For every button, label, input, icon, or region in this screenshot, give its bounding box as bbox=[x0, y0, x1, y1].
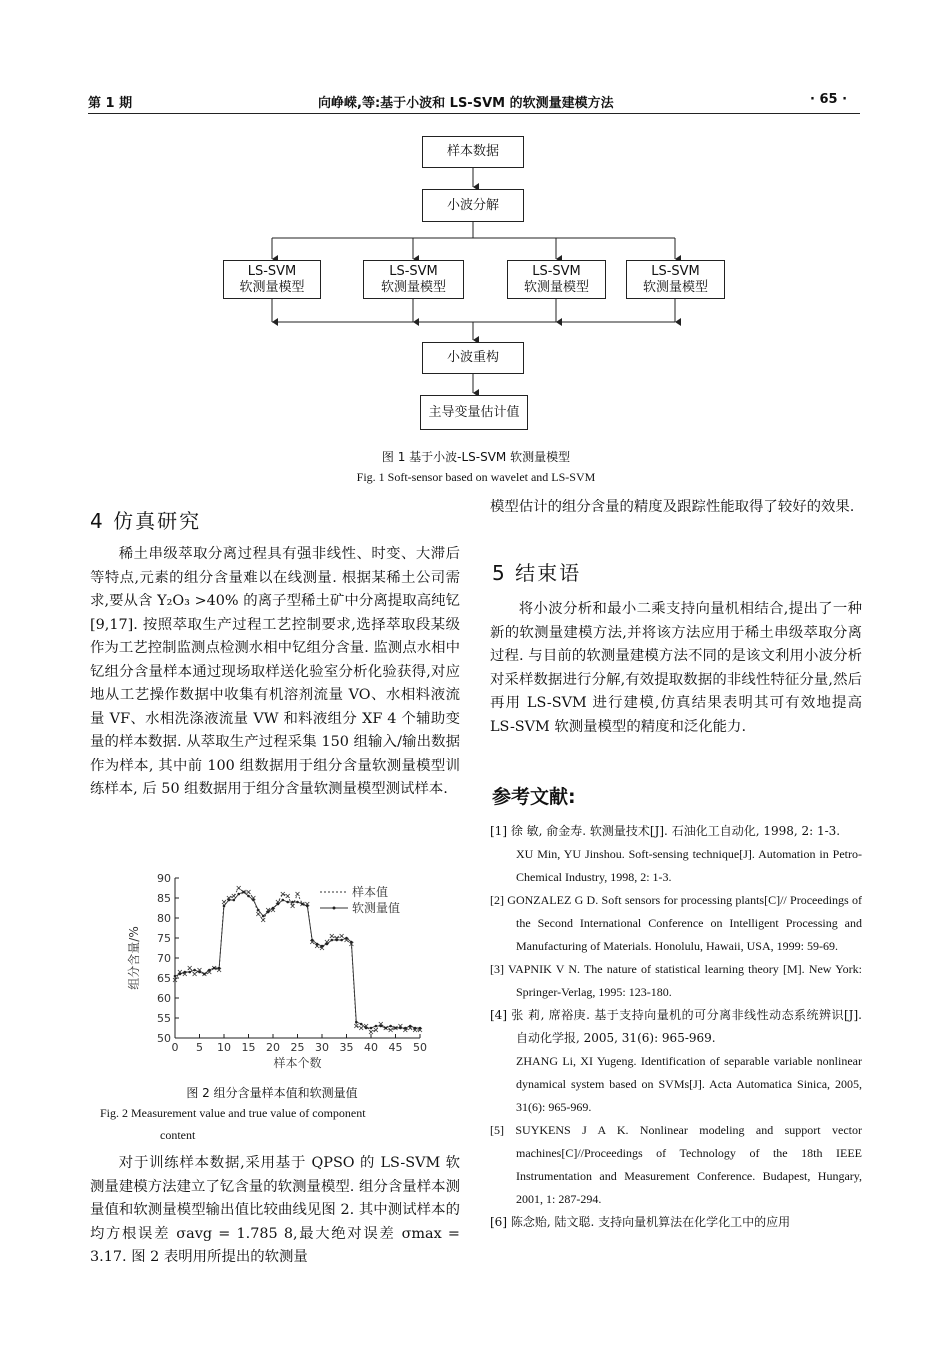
section4-paragraph-2: 对于训练样本数据,采用基于 QPSO 的 LS-SVM 软测量建模方法建立了钇含量的软测量模型. 组分含量样本测量值和软测量模型输出值比较曲线见图 2. 其中测试样本的均方根误差 σavg = 1.785 8,最大绝对误差 σmax = 3.17. 图 2 表明用所提出的软测量 bbox=[90, 1155, 460, 1265]
y-tick-label: 70 bbox=[157, 952, 171, 965]
data-point-2 bbox=[208, 969, 211, 972]
flow-box-wavelet-reconstruct-label: 小波重构 bbox=[446, 350, 499, 365]
data-point-1 bbox=[281, 892, 285, 896]
reference-item: [5] SUYKENS J A K. Nonlinear modeling and support vector machines[C]//Proceedings of Technology of the 18th IEEE Instrumentation and Measurement Conference. Budapest, Hungary, 2001, 1: 287-294. bbox=[490, 1123, 862, 1206]
data-point-2 bbox=[188, 971, 191, 974]
data-point-2 bbox=[350, 941, 353, 944]
data-point-2 bbox=[380, 1025, 383, 1028]
reference-item: [1] 徐 敏, 俞金寿. 软测量技术[J]. 石油化工自动化, 1998, 2: 1-3. bbox=[490, 824, 841, 838]
data-point-1 bbox=[286, 894, 290, 898]
flow-box-sample-data bbox=[422, 136, 524, 168]
data-point-1 bbox=[256, 912, 260, 916]
data-point-2 bbox=[252, 899, 255, 902]
model-2-line1: LS-SVM bbox=[389, 264, 438, 279]
y-tick-label: 60 bbox=[157, 992, 171, 1005]
flow-box-lssvm-model-4 bbox=[626, 260, 725, 299]
data-point-2 bbox=[277, 903, 280, 906]
data-point-1 bbox=[222, 900, 226, 904]
flow-box-lssvm-model-3 bbox=[507, 260, 606, 299]
flow-box-lssvm-model-1 bbox=[223, 260, 321, 299]
y-tick-label: 50 bbox=[157, 1032, 171, 1045]
x-axis-title: 样本个数 bbox=[273, 1056, 322, 1070]
figure2-chart bbox=[120, 868, 450, 1073]
data-point-1 bbox=[359, 1026, 363, 1030]
data-point-2 bbox=[345, 937, 348, 940]
data-point-2 bbox=[272, 907, 275, 910]
data-point-1 bbox=[330, 934, 334, 938]
section4-paragraph-3: 模型估计的组分含量的精度及跟踪性能取得了较好的效果. bbox=[490, 499, 855, 515]
header-page: · 65 · bbox=[810, 92, 848, 107]
legend-label-2: 软测量值 bbox=[352, 901, 401, 915]
data-point-2 bbox=[311, 939, 314, 942]
model-4-line2: 软测量模型 bbox=[642, 280, 708, 295]
data-point-2 bbox=[370, 1027, 373, 1030]
y-tick-label: 90 bbox=[157, 872, 171, 885]
data-point-2 bbox=[203, 973, 206, 976]
data-point-2 bbox=[365, 1027, 368, 1030]
data-point-2 bbox=[389, 1025, 392, 1028]
data-point-2 bbox=[198, 971, 201, 974]
data-point-2 bbox=[355, 1021, 358, 1024]
data-point-2 bbox=[394, 1027, 397, 1030]
flow-box-wavelet-decompose bbox=[422, 189, 524, 222]
y-tick-label: 55 bbox=[157, 1012, 171, 1025]
data-point-1 bbox=[374, 1028, 378, 1032]
flow-box-wavelet-reconstruct bbox=[422, 342, 524, 374]
data-point-2 bbox=[193, 969, 196, 972]
data-point-1 bbox=[193, 972, 197, 976]
legend-label-1: 样本值 bbox=[352, 885, 389, 899]
data-point-1 bbox=[389, 1028, 393, 1032]
data-point-1 bbox=[188, 966, 192, 970]
model-2-line2: 软测量模型 bbox=[380, 280, 446, 295]
legend-marker-2 bbox=[333, 907, 336, 910]
flow-box-estimate-output-label: 主导变量估计值 bbox=[428, 405, 520, 420]
figure2-caption-en-1: Fig. 2 Measurement value and true value of component bbox=[100, 1106, 366, 1120]
data-point-2 bbox=[340, 939, 343, 942]
data-point-2 bbox=[384, 1027, 387, 1030]
data-point-1 bbox=[369, 1030, 373, 1034]
data-point-2 bbox=[247, 895, 250, 898]
data-point-2 bbox=[409, 1025, 412, 1028]
model-4-line1: LS-SVM bbox=[651, 264, 700, 279]
data-point-2 bbox=[223, 905, 226, 908]
header-issue: 第 1 期 bbox=[88, 96, 133, 111]
figure2-caption-en-2: content bbox=[160, 1128, 196, 1142]
data-point-2 bbox=[179, 973, 182, 976]
data-point-2 bbox=[213, 967, 216, 970]
x-tick-label: 30 bbox=[315, 1041, 329, 1054]
data-point-1 bbox=[237, 886, 241, 890]
data-point-2 bbox=[242, 891, 245, 894]
data-point-2 bbox=[335, 939, 338, 942]
section4-heading: 4 仿真研究 bbox=[90, 509, 202, 533]
model-3-line1: LS-SVM bbox=[532, 264, 581, 279]
flow-box-estimate-output bbox=[420, 395, 528, 430]
data-point-2 bbox=[326, 943, 329, 946]
reference-item: [4] 张 莉, 席裕庚. 基于支持向量机的可分离非线性动态系统辨识[J]. 自动化学报, 2005, 31(6): 965-969. bbox=[490, 1008, 862, 1045]
x-tick-label: 40 bbox=[364, 1041, 378, 1054]
data-point-2 bbox=[228, 899, 231, 902]
figure1-caption-en: Fig. 1 Soft-sensor based on wavelet and LS-SVM bbox=[356, 470, 596, 484]
x-tick-label: 25 bbox=[290, 1041, 305, 1054]
data-point-2 bbox=[257, 909, 260, 912]
data-point-1 bbox=[291, 904, 295, 908]
reference-item: XU Min, YU Jinshou. Soft-sensing technique[J]. Automation in Petro-Chemical Industry, 1998, 2: 1-3. bbox=[516, 847, 862, 884]
data-point-2 bbox=[267, 911, 270, 914]
figure2-caption-cn: 图 2 组分含量样本值和软测量值 bbox=[186, 1086, 358, 1100]
data-point-1 bbox=[232, 894, 236, 898]
y-tick-label: 80 bbox=[157, 912, 171, 925]
reference-item: ZHANG Li, XI Yugeng. Identification of separable variable nonlinear dynamical system based on SVMs[J]. Acta Automatica Sinica, 2005, 31(6): 965-969. bbox=[516, 1054, 862, 1114]
x-tick-label: 0 bbox=[171, 1041, 179, 1054]
y-tick-label: 65 bbox=[157, 972, 171, 985]
model-1-line1: LS-SVM bbox=[247, 264, 297, 279]
data-point-1 bbox=[340, 934, 344, 938]
x-tick-label: 20 bbox=[266, 1041, 280, 1054]
data-point-2 bbox=[316, 943, 319, 946]
y-tick-label: 75 bbox=[157, 932, 171, 945]
model-1-line2: 软测量模型 bbox=[239, 280, 305, 295]
data-point-2 bbox=[237, 893, 240, 896]
data-point-2 bbox=[291, 901, 294, 904]
data-point-2 bbox=[301, 903, 304, 906]
data-point-2 bbox=[282, 899, 285, 902]
reference-item: [3] VAPNIK V N. The nature of statistical learning theory [M]. New York: Springer-Verlag, 1995: 123-180. bbox=[490, 962, 862, 999]
section4-paragraph-1: 稀土串级萃取分离过程具有强非线性、时变、大滞后等特点,元素的组分含量难以在线测量. 根据某稀土公司需求,要从含 Y₂O₃ >40% 的离子型稀土矿中分离提取高纯钇[9,17]. 按照萃取生产过程工艺控制要求,选择萃取段某级作为工艺控制监测点检测水相中钇组分含量. 监测点水相中钇组分含量样本通过现场取样送化验室分析化验获得,对应地从工艺操作数据中收集有机溶剂流量 VO、水相料液流量 VF、水相洗涤液流量 VW 和料液组分 XF 4 个辅助变量的样本数据. 从萃取生产过程采集 150 组输入/输出数据作为样本, 其中前 100 组数据用于组分含量软测量模型训练样本, 后 50 组数据用于组分含量软测量模型测试样本. bbox=[90, 546, 460, 797]
data-point-2 bbox=[419, 1027, 422, 1030]
flow-box-lssvm-model-2 bbox=[363, 260, 464, 299]
figure1-caption-cn: 图 1 基于小波-LS-SVM 软测量模型 bbox=[381, 450, 571, 464]
data-point-2 bbox=[360, 1023, 363, 1026]
data-point-2 bbox=[404, 1027, 407, 1030]
data-point-2 bbox=[321, 945, 324, 948]
reference-item: [6] 陈念贻, 陆文聪. 支持向量机算法在化学化工中的应用 bbox=[490, 1215, 791, 1229]
x-tick-label: 15 bbox=[241, 1041, 256, 1054]
data-point-1 bbox=[296, 892, 300, 896]
data-point-2 bbox=[218, 967, 221, 970]
y-axis-title: 组分含量/% bbox=[127, 926, 141, 990]
section5-paragraph: 将小波分析和最小二乘支持向量机相结合,提出了一种新的软测量建模方法,并将该方法应用于稀土串级萃取分离过程. 与目前的软测量建模方法不同的是该文利用小波分析对采样数据进行分解,有效提取数据的非线性特征分量,然后再用 LS-SVM 进行建模,仿真结果表明其可有效地提高 LS-SVM 软测量模型的精度和泛化能力. bbox=[490, 601, 862, 735]
x-tick-label: 50 bbox=[413, 1041, 427, 1054]
reference-item: [2] GONZALEZ G D. Soft sensors for processing plants[C]// Proceedings of the Second International Conference on Intelligent Processing and Manufacturing of Materials. Honolulu, Hawaii, USA, 1999: 59-69. bbox=[490, 893, 862, 953]
flow-box-sample-data-label: 样本数据 bbox=[446, 144, 499, 159]
data-point-2 bbox=[262, 915, 265, 918]
data-point-2 bbox=[375, 1025, 378, 1028]
data-point-2 bbox=[174, 975, 177, 978]
data-point-2 bbox=[184, 971, 187, 974]
x-tick-label: 35 bbox=[339, 1041, 354, 1054]
x-tick-label: 45 bbox=[388, 1041, 403, 1054]
section5-heading: 5 结束语 bbox=[492, 561, 582, 585]
x-tick-label: 10 bbox=[217, 1041, 231, 1054]
header-title: 向峥嵘,等:基于小波和 LS-SVM 的软测量建模方法 bbox=[318, 96, 614, 111]
data-point-2 bbox=[399, 1027, 402, 1030]
flow-box-wavelet-decompose-label: 小波分解 bbox=[446, 198, 499, 213]
reference-list bbox=[490, 820, 862, 1234]
model-3-line2: 软测量模型 bbox=[523, 280, 589, 295]
data-point-2 bbox=[296, 901, 299, 904]
data-point-2 bbox=[233, 899, 236, 902]
data-point-2 bbox=[286, 901, 289, 904]
x-tick-label: 5 bbox=[196, 1041, 203, 1054]
data-point-1 bbox=[247, 890, 251, 894]
data-point-2 bbox=[331, 939, 334, 942]
y-tick-label: 85 bbox=[157, 892, 171, 905]
chart-legend bbox=[320, 884, 400, 915]
data-point-2 bbox=[306, 905, 309, 908]
data-point-1 bbox=[261, 918, 265, 922]
data-point-2 bbox=[414, 1027, 417, 1030]
references-heading: 参考文献: bbox=[492, 786, 576, 808]
